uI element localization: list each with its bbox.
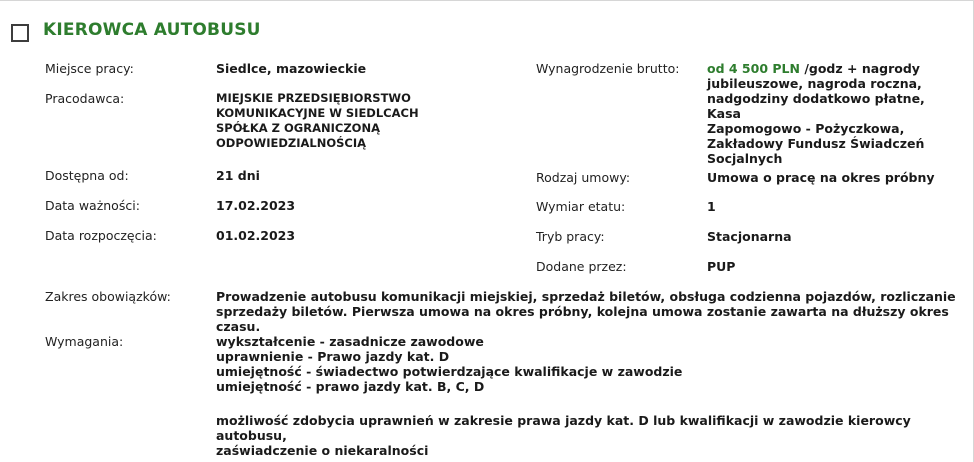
job-title[interactable]: KIEROWCA AUTOBUSU bbox=[43, 20, 261, 40]
start-label: Data rozpoczęcia: bbox=[45, 228, 157, 243]
mode-label: Tryb pracy: bbox=[536, 229, 605, 244]
employer-label: Pracodawca: bbox=[45, 91, 125, 106]
available-label: Dostępna od: bbox=[45, 168, 129, 183]
additional-requirements: możliwość zdobycia uprawnień w zakresie prawa jazdy kat. D lub kwalifikacji w zawodzie kierowcy autobusu, zaświadczenie o niekaralności bbox=[216, 413, 911, 458]
fte-value: 1 bbox=[707, 199, 716, 214]
mode-value: Stacjonarna bbox=[707, 229, 792, 244]
requirement-item: wykształcenie - zasadnicze zawodowe bbox=[216, 334, 484, 349]
top-divider bbox=[0, 0, 974, 1]
select-offer-checkbox[interactable] bbox=[11, 24, 29, 42]
location-label: Miejsce pracy: bbox=[45, 61, 134, 76]
expiry-value: 17.02.2023 bbox=[216, 198, 296, 213]
start-value: 01.02.2023 bbox=[216, 228, 296, 243]
expiry-label: Data ważności: bbox=[45, 198, 140, 213]
added-by-value: PUP bbox=[707, 259, 736, 274]
requirement-item: uprawnienie - Prawo jazdy kat. D bbox=[216, 349, 450, 364]
location-value: Siedlce, mazowieckie bbox=[216, 61, 367, 76]
requirements-list bbox=[216, 334, 956, 394]
salary-value: od 4 500 PLN /godz + nagrody jubileuszowe, nagroda roczna, nadgodziny dodatkowo płatne, Kasa Zapomogowo - Pożyczkowa, Zakładowy Fundusz Świadczeń Socjalnych bbox=[707, 61, 925, 166]
duties-value: Prowadzenie autobusu komunikacji miejskiej, sprzedaż biletów, obsługa codzienna pojazdów, rozliczanie sprzedaży biletów. Pierwsza umowa na okres próbny, kolejna umowa zostanie zawarta na dłuższy okres czasu. bbox=[216, 289, 956, 334]
requirements-label: Wymagania: bbox=[45, 334, 124, 349]
available-value: 21 dni bbox=[216, 168, 260, 183]
employer-value: MIEJSKIE PRZEDSIĘBIORSTWO KOMUNIKACYJNE W SIEDLCACH SPÓŁKA Z OGRANICZONĄ ODPOWIEDZIALNOŚCIĄ bbox=[216, 91, 419, 150]
fte-label: Wymiar etatu: bbox=[536, 199, 626, 214]
added-by-label: Dodane przez: bbox=[536, 259, 627, 274]
requirement-item: umiejętność - świadectwo potwierdzające kwalifikacje w zawodzie bbox=[216, 364, 683, 379]
contract-value: Umowa o pracę na okres próbny bbox=[707, 170, 935, 185]
contract-label: Rodzaj umowy: bbox=[536, 170, 631, 185]
salary-label: Wynagrodzenie brutto: bbox=[536, 61, 680, 76]
duties-label: Zakres obowiązków: bbox=[45, 289, 171, 304]
salary-amount: od 4 500 PLN bbox=[707, 61, 800, 76]
requirement-item: umiejętność - prawo jazdy kat. B, C, D bbox=[216, 379, 485, 394]
